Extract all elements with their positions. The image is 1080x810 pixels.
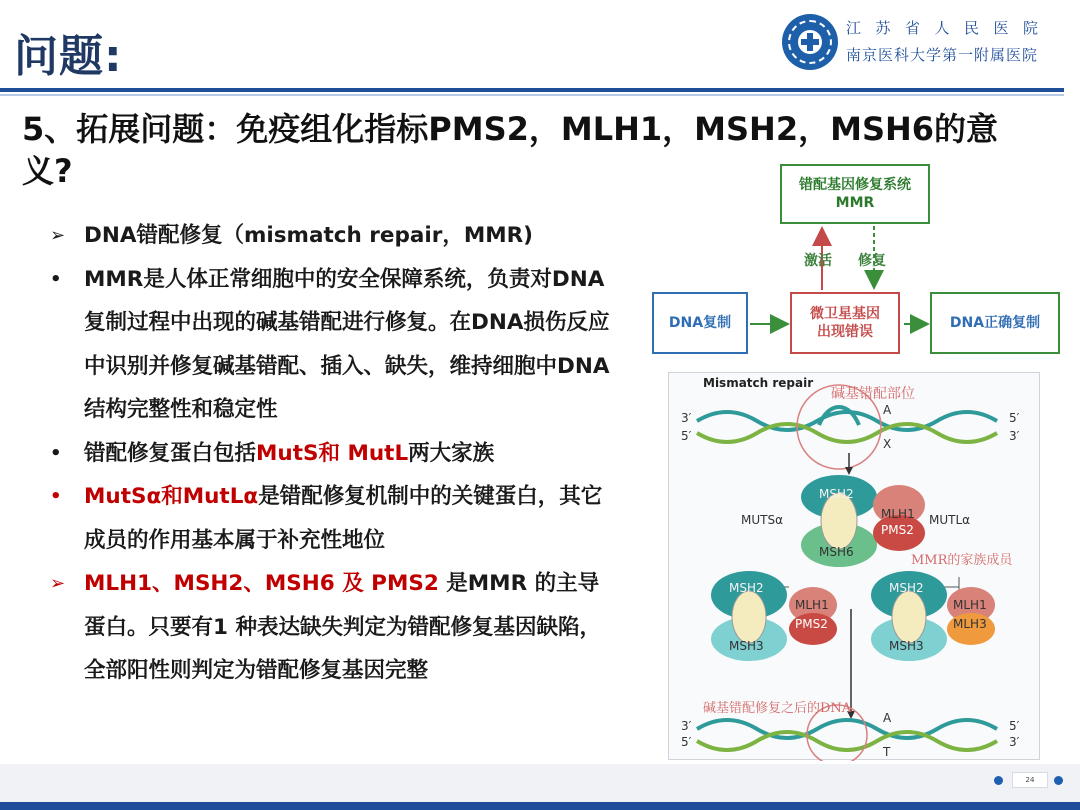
repaired-dna-label: 碱基错配修复之后的DNA (703, 701, 852, 716)
bullet-item (50, 214, 620, 258)
dna-replication-box: DNA复制 (652, 292, 748, 354)
bullet-text: MutS和 MutL (256, 440, 409, 466)
strand-end-label: 3′ (681, 719, 692, 733)
protein-label: MSH2 (889, 581, 924, 595)
arrow-bullet-icon: ➢ (50, 225, 66, 246)
bullet-item (50, 562, 620, 693)
protein-label: MSH3 (729, 639, 764, 653)
base-label: X (883, 437, 892, 451)
mismatch-site-label: 碱基错配部位 (831, 386, 915, 402)
mutsa-label: MUTSα (741, 513, 783, 527)
hospital-seal-icon (782, 14, 838, 70)
footer-dot-right (1054, 776, 1063, 785)
strand-end-label: 3′ (681, 411, 692, 425)
bullet-text: 是错配修复机制中的关键蛋白，其它成员的作用基本属于补充性地位 (84, 484, 603, 553)
protein-label: MSH2 (819, 487, 854, 501)
footer-bar (0, 802, 1080, 810)
strand-end-label: 3′ (1009, 735, 1020, 749)
hospital-name: 江苏省人民医院 (846, 19, 1053, 37)
dna-helix-top (697, 407, 997, 442)
strand-end-label: 5′ (1009, 719, 1020, 733)
bullet-list (50, 214, 620, 693)
mlh1-pms2-complex (789, 587, 837, 645)
activate-label: 激活 (804, 253, 832, 269)
bullet-text: MLH1、MSH2、MSH6 及 PMS2 (84, 571, 447, 596)
bullet-text: 两大家族 (408, 440, 495, 466)
bullet-text: DNA错配修复（mismatch repair，MMR) (84, 223, 534, 248)
strand-end-label: 5′ (1009, 411, 1020, 425)
protein-label: MSH2 (729, 581, 764, 595)
mismatch-repair-figure (668, 372, 1040, 760)
bullet-dot-icon: • (50, 486, 62, 507)
family-label: MMR的家族成员 (911, 553, 1013, 568)
footer-band (0, 764, 1080, 802)
bullet-text: MutSα和MutLα (84, 484, 259, 509)
protein-label: PMS2 (795, 617, 828, 631)
footer-dot-left (994, 776, 1003, 785)
dna-helix-bottom (697, 720, 997, 750)
bullet-item (50, 432, 620, 476)
protein-label: MLH1 (953, 598, 987, 612)
mmr-system-box: 错配基因修复系统 MMR (780, 164, 930, 224)
mmr-flowchart (648, 162, 1064, 366)
hospital-logo (782, 14, 1072, 74)
header-divider-light (0, 94, 1064, 96)
hospital-affiliation: 南京医科大学第一附属医院 (846, 46, 1039, 64)
header-divider (0, 88, 1064, 92)
strand-end-label: 5′ (681, 429, 692, 443)
bullet-text: 是MMR 的主导蛋白。只要有1 种表达缺失判定为错配修复基因缺陷，全部阳性则判定为错配修复基因完整 (84, 571, 601, 683)
page-number: 24 (1012, 772, 1048, 788)
protein-label: PMS2 (881, 523, 914, 537)
bullet-text: 错配修复蛋白包括 (84, 440, 257, 466)
slide-title: 问题: (14, 31, 123, 82)
repair-label: 修复 (858, 253, 886, 269)
strand-end-label: 5′ (681, 735, 692, 749)
protein-label: MSH6 (819, 545, 854, 559)
microsatellite-error-box: 微卫星基因 出现错误 (790, 292, 900, 354)
base-label: A (883, 711, 892, 725)
protein-label: MSH3 (889, 639, 924, 653)
figure-title: Mismatch repair (703, 376, 814, 390)
protein-label: MLH1 (881, 507, 915, 521)
strand-end-label: 3′ (1009, 429, 1020, 443)
protein-label: MLH3 (953, 617, 987, 631)
mlh1-mlh3-complex (947, 587, 995, 645)
dna-correct-box: DNA正确复制 (930, 292, 1060, 354)
base-label: T (883, 745, 891, 759)
bullet-item (50, 258, 620, 432)
arrow-bullet-icon: ➢ (50, 573, 66, 594)
base-label: A (883, 403, 892, 417)
mutla-label: MUTLα (929, 513, 971, 527)
bullet-item (50, 475, 620, 562)
question-heading: 5、拓展问题：免疫组化指标PMS2，MLH1，MSH2，MSH6的意义? (22, 110, 999, 190)
bullet-dot-icon: • (50, 268, 62, 290)
bullet-text: MMR是人体正常细胞中的安全保障系统，负责对DNA 复制过程中出现的碱基错配进行修复。在DNA损伤反应中识别并修复碱基错配、插入、缺失，维持细胞中DNA结构完整性和稳定性 (84, 266, 610, 422)
protein-label: MLH1 (795, 598, 829, 612)
bullet-dot-icon: • (50, 442, 62, 464)
